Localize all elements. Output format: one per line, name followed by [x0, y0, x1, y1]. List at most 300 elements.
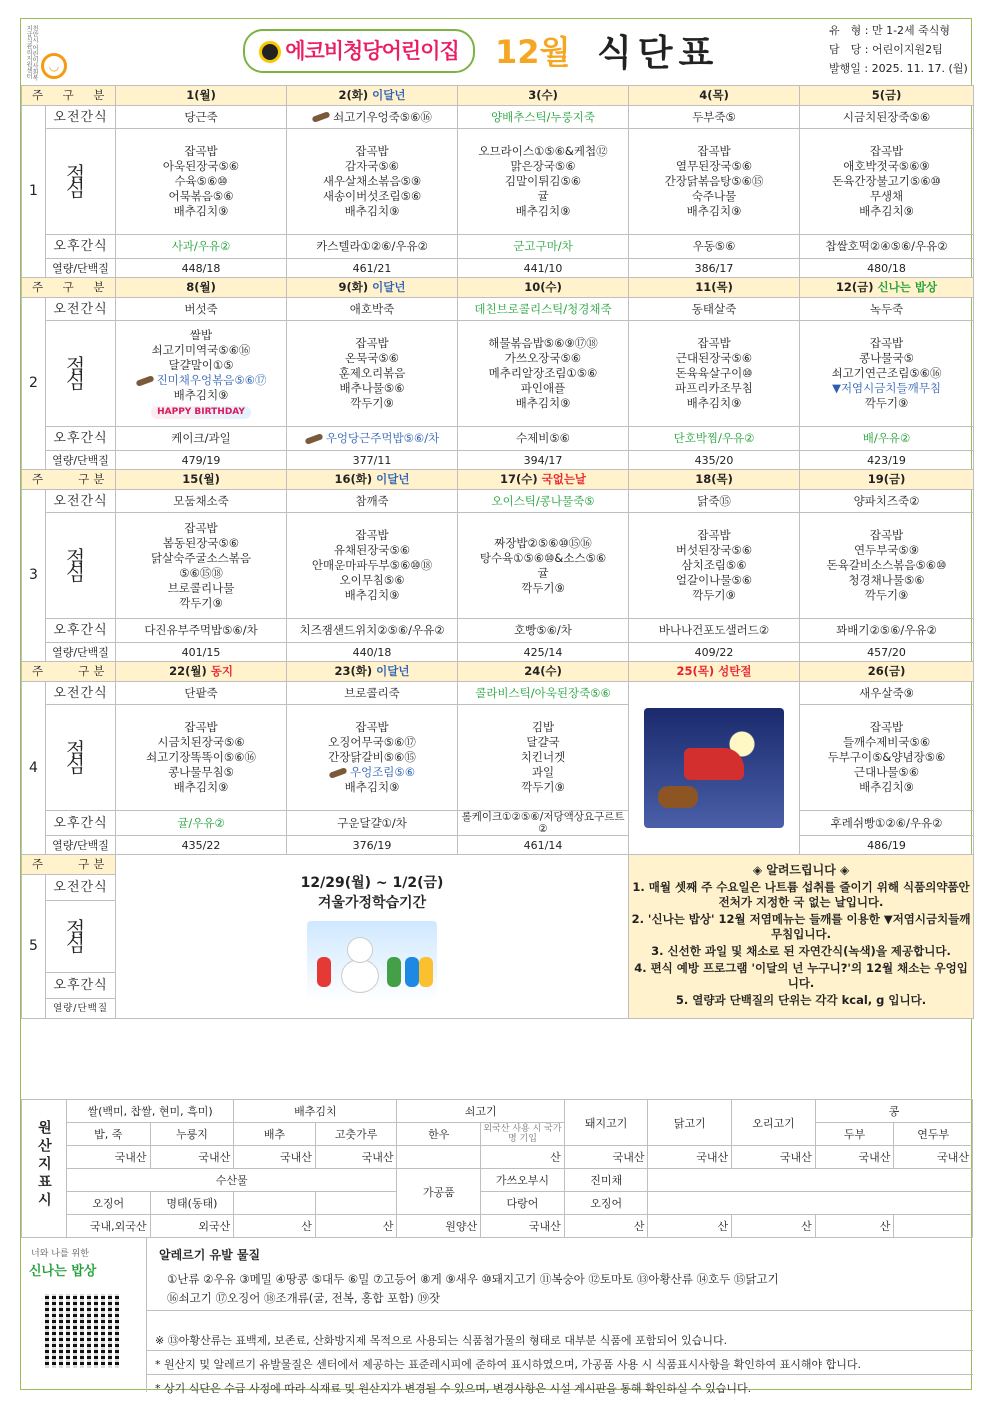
lunch-cell	[116, 129, 287, 235]
lunch-row	[22, 129, 974, 235]
day-header	[116, 662, 287, 682]
am-snack-text: 오이스틱/콩나물죽⑤	[491, 493, 595, 508]
am-snack-cell	[800, 490, 974, 513]
lunch-label	[46, 321, 116, 427]
day-header	[800, 278, 974, 298]
lunch-item	[118, 373, 284, 388]
lunch-item-text: 깍두기⑨	[521, 780, 565, 794]
day-date: 19(금)	[867, 472, 906, 486]
pm-snack-cell	[287, 235, 458, 259]
am-snack-row	[22, 106, 974, 129]
day-header	[116, 470, 287, 490]
origin-value: 국내산	[732, 1146, 816, 1169]
origin-duck: 오리고기	[732, 1100, 816, 1146]
calorie-row	[22, 259, 974, 278]
brand-text: 에코비청당어린이집	[285, 39, 459, 63]
lunch-cell	[287, 705, 458, 811]
week-number	[22, 875, 46, 1019]
lunch-item	[289, 720, 455, 735]
lunch-item-text: 파프리카조무침	[675, 381, 753, 395]
week-number-text: 5	[29, 938, 38, 954]
lunch-item-text: 배추김치⑨	[173, 780, 229, 794]
lunch-item	[631, 396, 797, 411]
day-date: 4(목)	[699, 88, 729, 102]
burdock-icon	[329, 767, 348, 779]
week-number	[22, 298, 46, 470]
origin-value: 국내산	[648, 1146, 732, 1169]
day-header	[800, 662, 974, 682]
am-snack-cell	[458, 682, 629, 705]
header	[21, 19, 973, 85]
origin-value	[397, 1146, 481, 1169]
lunch-item	[631, 351, 797, 366]
lunch-item	[289, 204, 455, 219]
am-snack-text: 애호박죽	[349, 301, 395, 316]
day-header	[116, 86, 287, 106]
calorie-text: 461/14	[523, 838, 563, 852]
pm-snack-cell	[629, 427, 800, 451]
lunch-item-text: 들깨수제비국⑤⑥	[842, 735, 931, 749]
lunch-cell	[116, 321, 287, 427]
lunch-item-text: 배추김치⑨	[686, 204, 742, 218]
lunch-item	[289, 780, 455, 795]
pm-snack-row	[22, 235, 974, 259]
allergy-line-1: ①난류 ②우유 ③메밀 ④땅콩 ⑤대두 ⑥밀 ⑦고등어 ⑧게 ⑨새우 ⑩돼지고기 ⑪복숭아 ⑫토마토 ⑬아황산류 ⑭호두 ⑮닭고기	[167, 1272, 779, 1286]
kid-figure	[387, 957, 401, 987]
week-division-label	[22, 855, 116, 875]
am-snack-label	[46, 682, 116, 705]
day-date: 15(월)	[182, 472, 220, 486]
lunch-cell	[458, 129, 629, 235]
calorie-text: 435/22	[181, 838, 221, 852]
lunch-item-text: 잡곡밥	[869, 720, 904, 734]
pm-snack-text: 수제비⑤⑥	[516, 431, 570, 445]
pm-snack-cell	[458, 619, 629, 643]
lunch-item-text: 두부구이⑤&양념장⑤⑥	[827, 750, 946, 764]
origin-value: 산	[481, 1146, 565, 1169]
am-snack-cell	[116, 298, 287, 321]
day-date: 17(수)	[499, 472, 538, 486]
pm-snack-cell	[800, 427, 974, 451]
pm-snack-text: 바나나건포도샐러드②	[658, 623, 770, 637]
birthday-badge: HAPPY BIRTHDAY	[151, 406, 251, 419]
am-snack-cell	[800, 298, 974, 321]
lunch-item-text: 온묵국⑤⑥	[345, 351, 399, 365]
lunch-item	[460, 174, 626, 189]
calorie-cell	[116, 259, 287, 278]
lunch-item	[802, 396, 971, 411]
pm-snack-cell	[287, 811, 458, 836]
pm-snack-label	[46, 235, 116, 259]
pm-snack-text: 롤케이크①②⑤⑥/저당액상요구르트②	[461, 811, 625, 835]
origin-empty-3	[315, 1192, 397, 1215]
lunch-item-text: 콩나물국⑤	[859, 351, 914, 365]
origin-squid: 오징어	[66, 1192, 150, 1215]
week-number	[22, 490, 46, 662]
calorie-cell	[287, 451, 458, 470]
lunch-item-text: 돈육갈비소스볶음⑤⑥⑩	[826, 558, 947, 572]
winter-break-cell	[116, 855, 629, 1019]
change-note: * 상기 식단은 수급 사정에 따라 식재료 및 원산지가 변경될 수 있으며, 변경사항은 시설 게시판을 통해 확인하실 수 있습니다.	[155, 1382, 752, 1395]
lunch-item	[118, 159, 284, 174]
page-title: 식단표	[597, 33, 720, 74]
am-label	[46, 875, 116, 901]
origin-value: 국내산	[481, 1215, 565, 1238]
calorie-cell	[800, 451, 974, 470]
calorie-text: 457/20	[867, 645, 906, 659]
lunch-item-text: 유채된장국⑤⑥	[333, 543, 411, 557]
am-snack-cell	[458, 490, 629, 513]
lunch-item-text: 배추김치⑨	[344, 780, 400, 794]
notice-title: ◈ 알려드립니다 ◈	[752, 863, 850, 877]
day-tag: 동지	[210, 664, 233, 678]
day-date: 1(월)	[186, 88, 216, 102]
calorie-cell	[458, 643, 629, 662]
week-day-row	[22, 86, 974, 106]
day-header	[458, 470, 629, 490]
calorie-text: 401/15	[181, 645, 221, 659]
lunch-item-text: 배추나물⑤⑥	[339, 381, 405, 395]
day-date: 16(화)	[334, 472, 373, 486]
calorie-cell	[116, 643, 287, 662]
origin-cabbage: 배추	[234, 1123, 316, 1146]
lunch-item-text: 새송이버섯조림⑤⑥	[322, 189, 422, 203]
calorie-label-text: 열량/단백질	[52, 453, 109, 467]
calorie-text: 441/10	[523, 261, 563, 275]
week-division-label	[22, 662, 116, 682]
lunch-item-text: 파인애플	[520, 381, 566, 395]
lunch-cell	[116, 513, 287, 619]
lunch-item-text: 닭살숙주굴소스볶음	[151, 550, 251, 565]
pm-snack-text: 치즈잼샌드위치②⑤⑥/우유②	[299, 623, 445, 637]
day-date: 2(화)	[338, 88, 369, 102]
lunch-item-text: 저염시금치들깨무침	[840, 381, 941, 395]
lunch-item-text: 귤	[537, 565, 549, 580]
lunch-item	[289, 174, 455, 189]
calorie-row	[22, 643, 974, 662]
lunch-item-text: 진미채우엉볶음⑤⑥⑰	[156, 373, 267, 387]
lunch-item-text: 오징어무국⑤⑥⑰	[328, 735, 416, 749]
lunch-item	[460, 189, 626, 204]
lunch-item	[460, 336, 626, 351]
lunch-item-text: 귤	[537, 189, 549, 203]
lunch-item	[631, 573, 797, 588]
lunch-item-text: 훈제오리볶음	[338, 366, 406, 380]
month-label: 12월	[495, 33, 571, 71]
lunch-item	[631, 381, 797, 396]
pm-snack-cell	[116, 427, 287, 451]
pm-snack-text: 찹쌀호떡②④⑤⑥/우유②	[825, 239, 948, 253]
qr-overlay	[45, 1294, 119, 1368]
day-tag: 성탄절	[718, 664, 752, 678]
lunch-item-text: 잡곡밥	[355, 528, 389, 542]
lunch-item-text: 배추김치⑨	[173, 388, 229, 402]
lunch-item-text: 우엉조림⑤⑥	[349, 765, 416, 779]
lunch-item	[802, 588, 971, 603]
lunch-item-text: 얼갈이나물⑤⑥	[675, 573, 753, 587]
origin-tofu: 두부	[815, 1123, 894, 1146]
am-snack-text: 새우살죽⑨	[859, 685, 914, 700]
lunch-item-text: 깍두기⑨	[521, 580, 565, 595]
lunch-item	[460, 204, 626, 219]
bee-icon	[259, 41, 281, 63]
lunch-item-text: 감자국⑤⑥	[345, 159, 399, 173]
lunch-item	[118, 521, 284, 536]
origin-pollock: 명태(동태)	[150, 1192, 234, 1215]
am-snack-row	[22, 298, 974, 321]
lunch-item	[118, 596, 284, 611]
day-header	[629, 470, 800, 490]
lunch-item-text: 가쓰오장국⑤⑥	[504, 351, 582, 365]
lunch-item	[289, 765, 455, 780]
origin-empty-4	[648, 1192, 973, 1215]
pm-snack-text: 사과/우유②	[171, 239, 231, 253]
lunch-item	[460, 750, 626, 765]
origin-value: 산	[564, 1215, 648, 1238]
pm-snack-cell	[629, 619, 800, 643]
lunch-cell	[458, 705, 629, 811]
am-snack-text: 닭죽⑮	[697, 493, 731, 508]
lunch-item	[802, 558, 971, 573]
notice-item: 5. 열량과 단백질의 단위는 각각 kcal, g 입니다.	[675, 993, 927, 1007]
lunch-item-text: 쇠고기미역국⑤⑥⑯	[151, 343, 251, 357]
lunch-item-text: 메추리알장조림①⑤⑥	[488, 366, 598, 380]
day-header	[458, 662, 629, 682]
pm-label-text: 오후간식	[53, 623, 108, 638]
origin-seafood: 수산물	[66, 1169, 397, 1192]
lunch-item	[289, 366, 455, 381]
pm-label	[46, 973, 116, 999]
pm-snack-cell	[458, 811, 629, 836]
notice-item: 4. 편식 예방 프로그램 '이달의 넌 누구니?'의 12월 채소는 우엉입니다.	[634, 961, 968, 990]
lunch-cell	[800, 513, 974, 619]
pm-snack-label	[46, 619, 116, 643]
origin-value: 외국산	[150, 1215, 234, 1238]
pm-snack-text: 후레쉬빵①②⑥/우유②	[830, 815, 943, 830]
origin-value: 국내산	[315, 1146, 397, 1169]
lunch-item-text: 잡곡밥	[869, 336, 904, 350]
lunch-item-text: 배추김치⑨	[344, 588, 400, 602]
am-snack-row	[22, 490, 974, 513]
smile-logo-icon: ◡	[41, 53, 67, 79]
allergy-line-2: ⑯쇠고기 ⑰오징어 ⑱조개류(굴, 전복, 홍합 포함) ⑲잣	[167, 1291, 441, 1305]
calorie-text: 386/17	[694, 261, 734, 275]
lunch-item-text: 해물볶음밥⑤⑥⑨⑰⑱	[488, 336, 598, 350]
week-number-text: 1	[29, 183, 38, 199]
lunch-item-text: 돈육간장불고기⑤⑥⑩	[832, 174, 941, 188]
origin-value: 국내산	[150, 1146, 234, 1169]
lunch-cell	[629, 321, 800, 427]
lunch-item-text: 깍두기⑨	[350, 396, 394, 410]
am-snack-text: 쇠고기우엉죽⑤⑥⑯	[333, 109, 432, 124]
break-title: 겨울가정학습기간	[317, 894, 427, 911]
origin-chicken: 닭고기	[648, 1100, 732, 1146]
am-snack-text: 버섯죽	[184, 301, 218, 316]
origin-value: 산	[732, 1215, 816, 1238]
origin-value: 원양산	[397, 1215, 481, 1238]
lunch-item-text: 쌀밥	[189, 328, 213, 342]
origin-value: 산	[815, 1215, 894, 1238]
lunch-item	[118, 536, 284, 551]
day-header	[287, 470, 458, 490]
lunch-item-text: 잡곡밥	[697, 144, 731, 158]
lunch-item	[460, 581, 626, 596]
lunch-item	[631, 366, 797, 381]
calorie-label	[46, 259, 116, 278]
day-tag: 이달넌	[376, 664, 410, 678]
lunch-item	[460, 144, 626, 159]
origin-value: 국내산	[66, 1146, 150, 1169]
lunch-item-text: 간장닭볶음탕⑤⑥⑮	[664, 174, 764, 188]
lunch-item	[460, 536, 626, 551]
week-division-label	[22, 278, 116, 298]
lunch-item	[802, 573, 971, 588]
lunch-item	[118, 358, 284, 373]
am-snack-cell	[458, 106, 629, 129]
pm-label-text: 오후간식	[53, 431, 108, 446]
lunch-item	[118, 144, 284, 159]
lunch-item-text: 잡곡밥	[355, 144, 389, 158]
pm-snack-row	[22, 619, 974, 643]
am-snack-cell	[287, 106, 458, 129]
calorie-text: 440/18	[352, 645, 392, 659]
menu-table	[21, 85, 974, 1019]
lunch-cell	[287, 321, 458, 427]
pm-snack-text: 케이크/과일	[171, 431, 231, 445]
lunch-label-text: 점 심	[65, 916, 96, 956]
christmas-image	[629, 682, 800, 855]
am-snack-text: 양배추스틱/누룽지죽	[491, 109, 595, 124]
daycare-brand	[243, 29, 475, 73]
pm-snack-cell	[287, 427, 458, 451]
origin-value: 국내산	[894, 1146, 973, 1169]
pm-snack-cell	[116, 811, 287, 836]
calorie-label-text: 열량/단백질	[52, 261, 109, 275]
am-snack-text: 녹두죽	[869, 301, 904, 316]
origin-value: 국내산	[815, 1146, 894, 1169]
week-number-text: 3	[29, 567, 38, 583]
day-date: 11(목)	[695, 280, 733, 294]
lunch-item-text: 잡곡밥	[184, 520, 218, 535]
lunch-item-text: 잡곡밥	[184, 720, 218, 734]
lunch-item	[289, 573, 455, 588]
lunch-label-text: 점 심	[65, 545, 96, 585]
lunch-item	[118, 720, 284, 735]
lunch-item	[118, 765, 284, 780]
day-tag: 국없는날	[541, 472, 587, 486]
lunch-item	[289, 381, 455, 396]
lunch-item	[118, 551, 284, 566]
week5-header-row	[22, 855, 974, 875]
lunch-item	[802, 159, 971, 174]
calorie-row	[22, 451, 974, 470]
lunch-item-text: 안매운마파두부⑤⑥⑩⑱	[311, 558, 433, 572]
lunch-item-text: 근대나물⑤⑥	[853, 765, 920, 779]
am-label-text: 오전간식	[53, 301, 108, 317]
calorie-cell	[458, 451, 629, 470]
santa-sleigh-icon	[644, 708, 784, 828]
week-division-text: 주 구분	[32, 472, 109, 486]
calorie-text: 486/19	[867, 838, 906, 852]
am-snack-cell	[287, 682, 458, 705]
calorie-cell	[629, 259, 800, 278]
lunch-item	[802, 780, 971, 795]
am-snack-text: 브로콜리죽	[344, 685, 400, 700]
lunch-item	[631, 543, 797, 558]
lunch-item-text: 잡곡밥	[869, 528, 904, 542]
pm-snack-text: 다진유부주먹밥⑤⑥/차	[144, 623, 258, 637]
day-date: 10(수)	[524, 280, 562, 294]
pm-label-text: 오후간식	[53, 978, 108, 993]
lunch-label-text: 점 심	[65, 737, 96, 777]
calorie-text: 480/18	[867, 261, 906, 275]
lunch-item-text: 연두부국⑤⑨	[853, 543, 920, 557]
pm-snack-cell	[800, 811, 974, 836]
kid-figure	[419, 957, 433, 987]
lunch-item	[289, 528, 455, 543]
calorie-text: 376/19	[352, 838, 392, 852]
lunch-item-text: 배추김치⑨	[344, 204, 400, 218]
divider	[147, 1350, 973, 1351]
center-name: 천안시 어린이사회복지급식관리지원센터	[25, 25, 38, 81]
pm-snack-text: 꽈배기②⑤⑥/우유②	[836, 623, 937, 637]
lunch-item-text: 달걀국	[526, 735, 560, 749]
origin-note: * 원산지 및 알레르기 유발물질은 센터에서 제공하는 표준레시피에 준하여 표시하였으며, 가공품 사용 시 식품표시사항을 확인하여 표시해야 합니다.	[155, 1358, 861, 1371]
origin-squid-2: 오징어	[564, 1192, 648, 1215]
lunch-item-text: 김밥	[531, 720, 555, 734]
day-date: 24(수)	[524, 664, 562, 678]
lunch-item-text: 배추김치⑨	[173, 204, 229, 218]
lunch-item	[289, 735, 455, 750]
day-header	[800, 86, 974, 106]
day-header	[287, 278, 458, 298]
info-type: 유 형 : 만 1-2세 죽식형	[829, 24, 951, 37]
lunch-cell	[800, 129, 974, 235]
day-header	[629, 662, 800, 682]
week-number-text: 4	[29, 759, 38, 776]
lunch-item	[802, 765, 971, 780]
lunch-item	[118, 343, 284, 358]
calorie-cell	[629, 643, 800, 662]
calorie-cell	[458, 836, 629, 855]
am-snack-text: 데친브로콜리스틱/청경채죽	[474, 301, 612, 316]
lunch-row	[22, 513, 974, 619]
day-date: 12(금)	[835, 280, 874, 294]
calorie-cell	[800, 836, 974, 855]
menu-page	[20, 18, 972, 1395]
lunch-item	[460, 780, 626, 795]
origin-beef: 쇠고기	[397, 1100, 564, 1123]
am-snack-text: 시금치된장죽⑤⑥	[842, 109, 931, 124]
lunch-item	[802, 366, 971, 381]
day-tag: 이달넌	[372, 280, 406, 294]
week-number	[22, 682, 46, 855]
lunch-item-text: 잡곡밥	[697, 528, 731, 542]
lunch-item	[631, 174, 797, 189]
lunch-item	[460, 566, 626, 581]
lunch-item	[289, 159, 455, 174]
am-snack-label	[46, 298, 116, 321]
lunch-item	[802, 543, 971, 558]
lunch-item	[289, 189, 455, 204]
allergy-list	[167, 1270, 967, 1308]
calorie-text: 448/18	[181, 261, 221, 275]
origin-nurungji: 누룽지	[150, 1123, 234, 1146]
allergy-note: ※ ⑬아황산류는 표백제, 보존료, 산화방지제 목적으로 사용되는 식품첨가물의 형태로 대부분 식품에 포함되어 있습니다.	[155, 1334, 728, 1347]
calorie-cell	[800, 643, 974, 662]
week-number	[22, 106, 46, 278]
slogan: 너와 나를 위한	[31, 1249, 89, 1259]
